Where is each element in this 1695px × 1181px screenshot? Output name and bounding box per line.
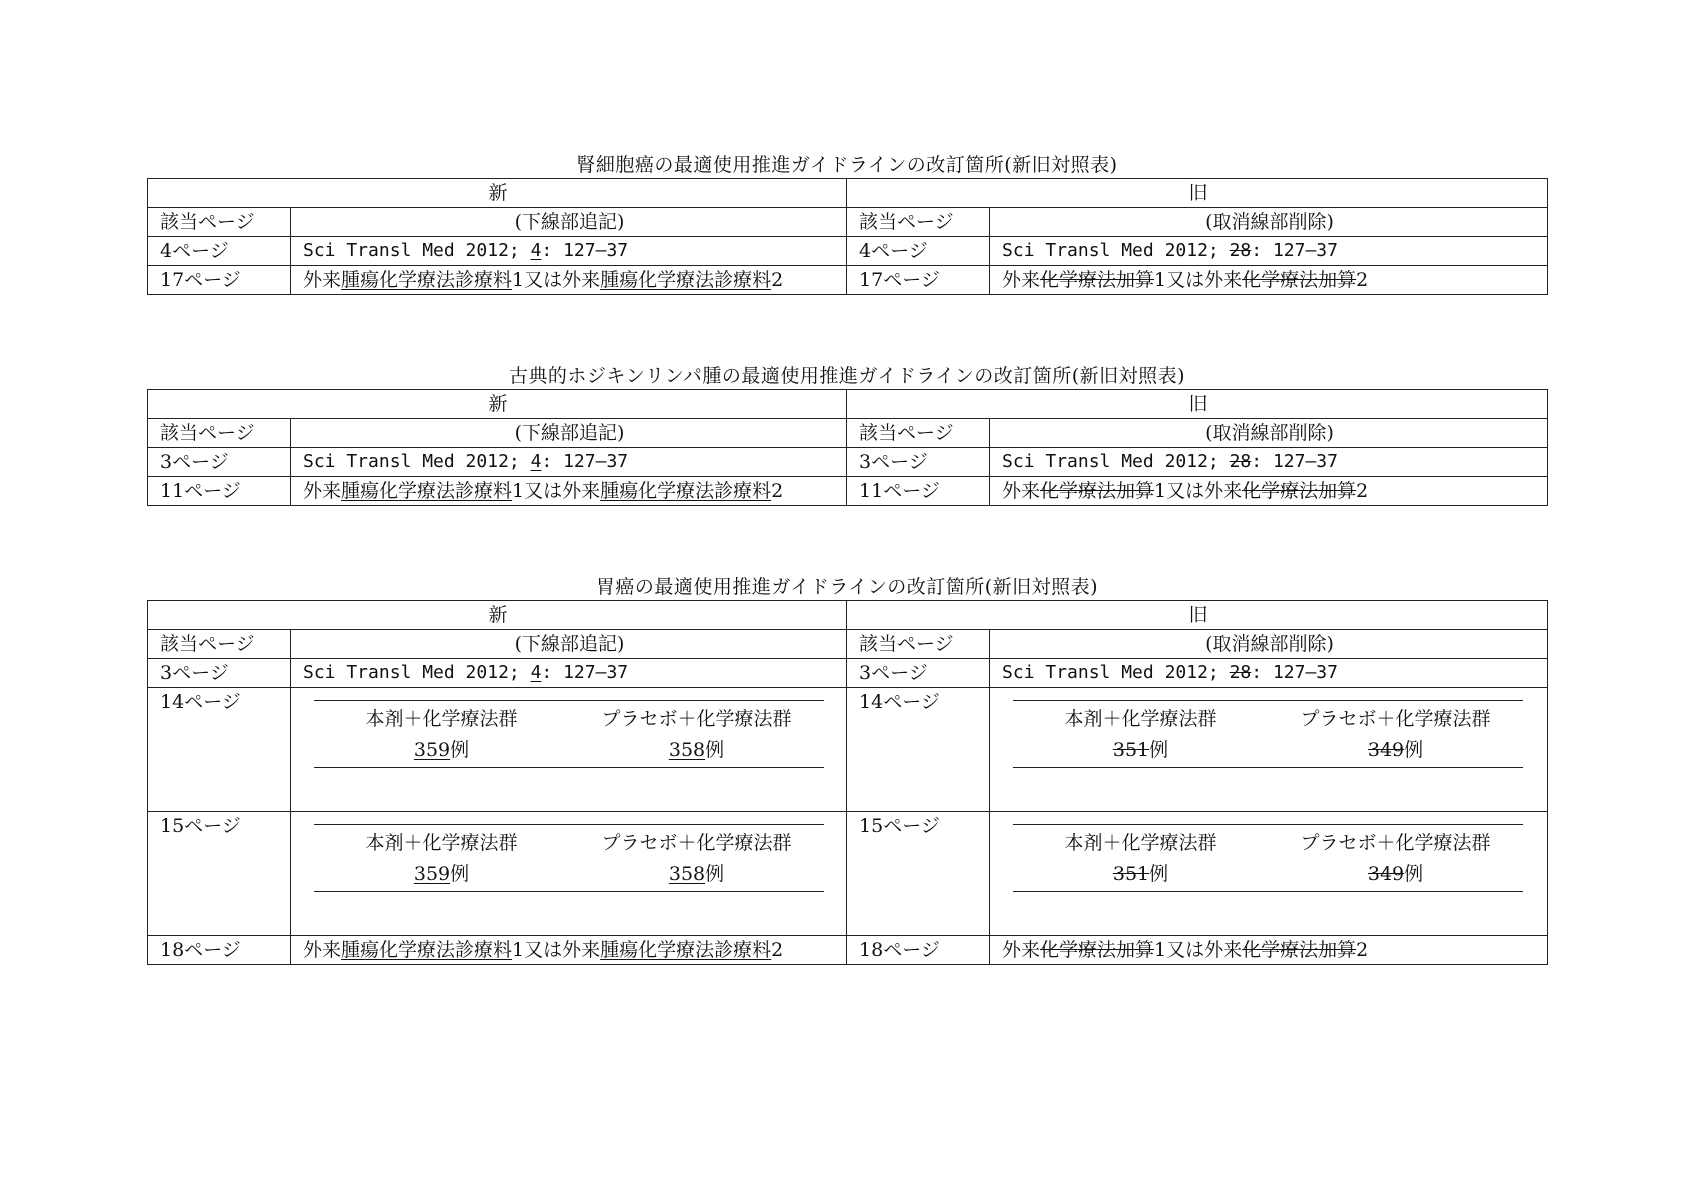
page-column-header-new: 該当ページ (148, 630, 291, 659)
new-reference-cell (291, 659, 847, 688)
patient-count-active (314, 735, 569, 766)
old-reference-cell (990, 237, 1548, 266)
reference-text: Sci Transl Med 2012; (1002, 240, 1230, 261)
fee-text: 2 (771, 939, 784, 961)
underlined-addition: 359 (413, 739, 451, 761)
page-column-header-old: 該当ページ (847, 419, 990, 448)
underlined-addition: 4 (530, 240, 542, 261)
underlined-addition: 358 (668, 739, 706, 761)
fee-text: 1又は外来 (1154, 269, 1243, 291)
section-renal-cell-carcinoma (147, 152, 1547, 295)
old-fee-cell (990, 936, 1548, 965)
header-old: 旧 (847, 601, 1548, 630)
new-page-cell: 18ページ (148, 936, 291, 965)
patient-count-table (1013, 824, 1523, 892)
fee-text: 1又は外来 (512, 269, 601, 291)
patient-count-table (314, 824, 824, 892)
reference-text: : 127—37 (541, 451, 629, 472)
old-page-cell: 15ページ (847, 812, 990, 936)
table-row (148, 812, 1548, 936)
patient-count-active (314, 859, 569, 890)
unit-text: 例 (1149, 863, 1169, 885)
old-patient-count-cell (990, 688, 1548, 812)
fee-text: 外来 (1002, 480, 1041, 502)
patient-count-table (1013, 700, 1523, 768)
old-reference-cell (990, 659, 1548, 688)
page-column-header-new: 該当ページ (148, 419, 291, 448)
table-row (148, 266, 1548, 295)
column-header-row (148, 208, 1548, 237)
header-old: 旧 (847, 179, 1548, 208)
old-page-cell: 4ページ (847, 237, 990, 266)
underlined-addition: 358 (668, 863, 706, 885)
new-page-cell: 11ページ (148, 477, 291, 506)
old-reference-cell (990, 448, 1548, 477)
patient-count-placebo (569, 859, 824, 890)
content-column-header-new: (下線部追記) (291, 208, 847, 237)
fee-text: 外来 (1002, 939, 1041, 961)
old-fee-cell (990, 477, 1548, 506)
new-page-cell: 14ページ (148, 688, 291, 812)
comparison-table (147, 178, 1548, 295)
new-page-cell: 17ページ (148, 266, 291, 295)
fee-text: 外来 (303, 939, 342, 961)
underlined-addition: 腫瘍化学療法診療料 (341, 269, 513, 291)
header-new: 新 (148, 390, 847, 419)
old-page-cell: 3ページ (847, 448, 990, 477)
fee-text: 外来 (303, 269, 342, 291)
fee-text: 1又は外来 (512, 939, 601, 961)
table-row (148, 448, 1548, 477)
strikethrough-deletion: 化学療法加算 (1242, 269, 1357, 291)
strikethrough-deletion: 化学療法加算 (1040, 939, 1155, 961)
fee-text: 2 (1356, 480, 1369, 502)
underlined-addition: 腫瘍化学療法診療料 (600, 269, 772, 291)
header-new: 新 (148, 601, 847, 630)
strikethrough-deletion: 28 (1229, 451, 1252, 472)
fee-text: 2 (1356, 939, 1369, 961)
underlined-addition: 腫瘍化学療法診療料 (600, 480, 772, 502)
new-reference-cell (291, 237, 847, 266)
unit-text: 例 (1149, 739, 1169, 761)
fee-text: 外来 (1002, 269, 1041, 291)
underlined-addition: 腫瘍化学療法診療料 (341, 480, 513, 502)
group-label-placebo: プラセボ＋化学療法群 (601, 832, 792, 854)
underlined-addition: 腫瘍化学療法診療料 (600, 939, 772, 961)
group-label-active: 本剤＋化学療法群 (365, 708, 518, 730)
content-column-header-old: (取消線部削除) (990, 208, 1548, 237)
strikethrough-deletion: 349 (1367, 739, 1405, 761)
header-old: 旧 (847, 390, 1548, 419)
new-page-cell: 15ページ (148, 812, 291, 936)
table-row (148, 659, 1548, 688)
strikethrough-deletion: 351 (1112, 863, 1150, 885)
patient-count-active (1013, 859, 1268, 890)
reference-text: Sci Transl Med 2012; (303, 240, 531, 261)
content-column-header-old: (取消線部削除) (990, 419, 1548, 448)
patient-count-placebo (1268, 735, 1523, 766)
old-page-cell: 17ページ (847, 266, 990, 295)
unit-text: 例 (450, 739, 470, 761)
content-column-header-old: (取消線部削除) (990, 630, 1548, 659)
column-header-row (148, 419, 1548, 448)
group-label-active: 本剤＋化学療法群 (1064, 708, 1217, 730)
group-label-placebo: プラセボ＋化学療法群 (1300, 708, 1491, 730)
group-label-placebo: プラセボ＋化学療法群 (1300, 832, 1491, 854)
strikethrough-deletion: 28 (1229, 240, 1252, 261)
page-column-header-old: 該当ページ (847, 630, 990, 659)
new-page-cell: 4ページ (148, 237, 291, 266)
column-header-row (148, 630, 1548, 659)
reference-text: Sci Transl Med 2012; (1002, 451, 1230, 472)
fee-text: 外来 (303, 480, 342, 502)
new-patient-count-cell (291, 688, 847, 812)
patient-count-placebo (1268, 859, 1523, 890)
fee-text: 2 (771, 269, 784, 291)
unit-text: 例 (450, 863, 470, 885)
old-page-cell: 18ページ (847, 936, 990, 965)
new-page-cell: 3ページ (148, 448, 291, 477)
fee-text: 1又は外来 (1154, 939, 1243, 961)
fee-text: 2 (771, 480, 784, 502)
comparison-table (147, 389, 1548, 506)
old-patient-count-cell (990, 812, 1548, 936)
new-patient-count-cell (291, 812, 847, 936)
group-label-active: 本剤＋化学療法群 (365, 832, 518, 854)
table-row (148, 477, 1548, 506)
header-row (148, 390, 1548, 419)
new-fee-cell (291, 266, 847, 295)
reference-text: Sci Transl Med 2012; (303, 451, 531, 472)
fee-text: 1又は外来 (1154, 480, 1243, 502)
group-label-active: 本剤＋化学療法群 (1064, 832, 1217, 854)
strikethrough-deletion: 化学療法加算 (1242, 939, 1357, 961)
underlined-addition: 4 (530, 662, 542, 683)
unit-text: 例 (1404, 863, 1424, 885)
patient-count-placebo (569, 735, 824, 766)
table-row (148, 237, 1548, 266)
reference-text: Sci Transl Med 2012; (303, 662, 531, 683)
header-row (148, 601, 1548, 630)
old-page-cell: 3ページ (847, 659, 990, 688)
section-hodgkin-lymphoma (147, 363, 1547, 506)
table-row (148, 688, 1548, 812)
strikethrough-deletion: 28 (1229, 662, 1252, 683)
new-page-cell: 3ページ (148, 659, 291, 688)
strikethrough-deletion: 化学療法加算 (1040, 480, 1155, 502)
reference-text: : 127—37 (1251, 451, 1338, 472)
underlined-addition: 4 (530, 451, 542, 472)
new-reference-cell (291, 448, 847, 477)
table-row (148, 936, 1548, 965)
reference-text: Sci Transl Med 2012; (1002, 662, 1230, 683)
strikethrough-deletion: 349 (1367, 863, 1405, 885)
fee-text: 2 (1356, 269, 1369, 291)
page-column-header-new: 該当ページ (148, 208, 291, 237)
section-title: 腎細胞癌の最適使用推進ガイドラインの改訂箇所(新旧対照表) (576, 154, 1118, 176)
unit-text: 例 (705, 739, 725, 761)
unit-text: 例 (1404, 739, 1424, 761)
new-fee-cell (291, 936, 847, 965)
patient-count-active (1013, 735, 1268, 766)
header-new: 新 (148, 179, 847, 208)
content-column-header-new: (下線部追記) (291, 630, 847, 659)
fee-text: 1又は外来 (512, 480, 601, 502)
content-column-header-new: (下線部追記) (291, 419, 847, 448)
comparison-table (147, 600, 1548, 965)
reference-text: : 127—37 (1251, 662, 1338, 683)
header-row (148, 179, 1548, 208)
old-page-cell: 14ページ (847, 688, 990, 812)
reference-text: : 127—37 (541, 240, 629, 261)
section-title: 胃癌の最適使用推進ガイドラインの改訂箇所(新旧対照表) (595, 576, 1099, 598)
strikethrough-deletion: 化学療法加算 (1040, 269, 1155, 291)
unit-text: 例 (705, 863, 725, 885)
patient-count-table (314, 700, 824, 768)
section-gastric-cancer (147, 574, 1547, 965)
group-label-placebo: プラセボ＋化学療法群 (601, 708, 792, 730)
strikethrough-deletion: 351 (1112, 739, 1150, 761)
strikethrough-deletion: 化学療法加算 (1242, 480, 1357, 502)
reference-text: : 127—37 (1251, 240, 1338, 261)
page-column-header-old: 該当ページ (847, 208, 990, 237)
new-fee-cell (291, 477, 847, 506)
old-page-cell: 11ページ (847, 477, 990, 506)
section-title: 古典的ホジキンリンパ腫の最適使用推進ガイドラインの改訂箇所(新旧対照表) (508, 365, 1186, 387)
underlined-addition: 359 (413, 863, 451, 885)
reference-text: : 127—37 (541, 662, 629, 683)
old-fee-cell (990, 266, 1548, 295)
underlined-addition: 腫瘍化学療法診療料 (341, 939, 513, 961)
